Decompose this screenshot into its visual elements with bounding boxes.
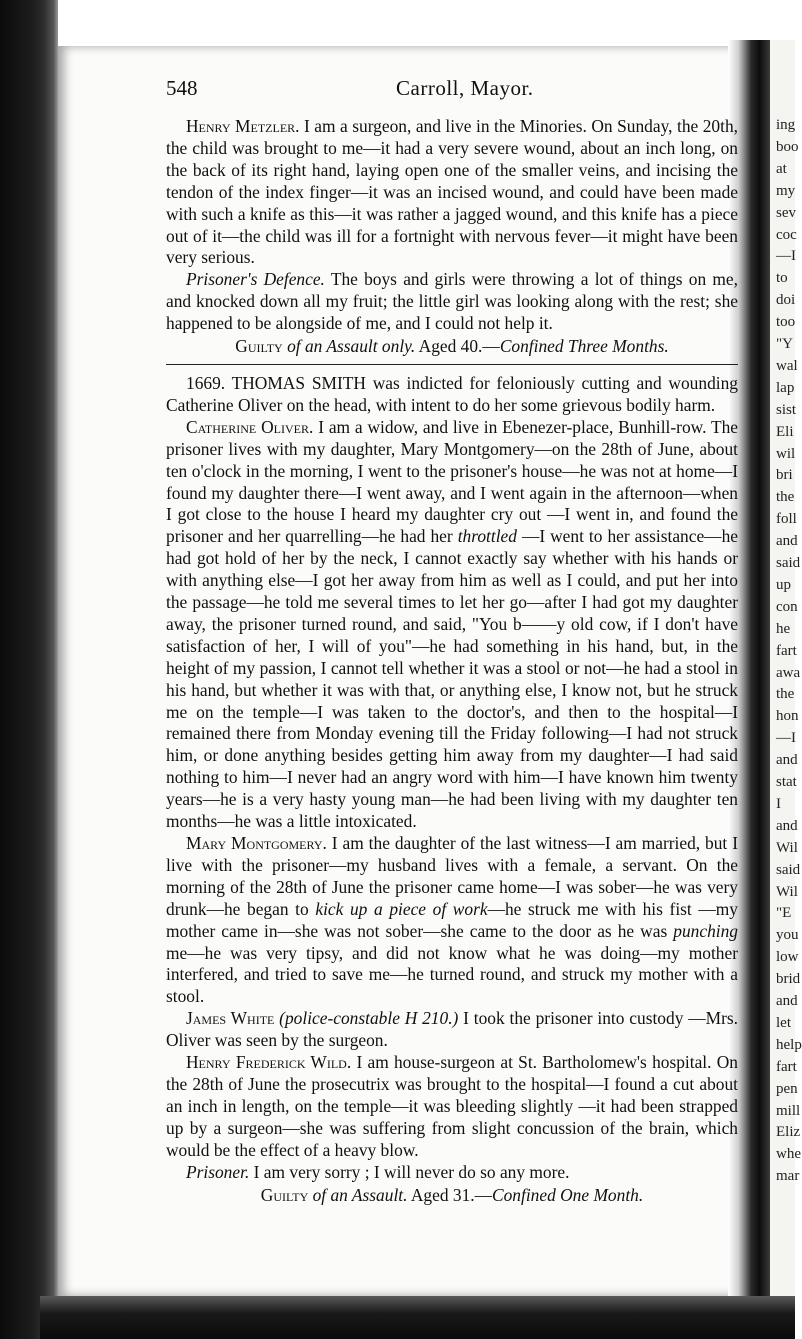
adjacent-page-fragment: mar — [776, 1168, 800, 1185]
adjacent-page-fragment: sist — [776, 401, 797, 418]
adjacent-page-fragment: wal — [776, 357, 798, 374]
running-head: Carroll, Mayor. — [396, 76, 534, 100]
defence-text: The boys and girls were throwing a lot of things on me, and knocked down all my fruit; the little girl was looking along with the rest; she happened to be alongside of me, and I could not help it. — [166, 269, 738, 334]
adjacent-page-fragment: fart — [776, 1058, 797, 1075]
book-spine-left — [0, 0, 58, 1339]
testimony-text: —he struck me with his fist —my mother came in—she was not sober—she came to the door as he was — [166, 898, 738, 941]
witness-title: (police-constable H 210.) — [274, 1008, 459, 1029]
adjacent-page-fragment: I — [776, 795, 781, 812]
adjacent-page-fragment: whe — [776, 1146, 801, 1163]
adjacent-page-fragment: the — [776, 489, 795, 506]
adjacent-page-fragment: help — [776, 1036, 802, 1053]
adjacent-page-fragment: wil — [776, 445, 796, 462]
testimony-text: I am the daughter of the last witness—I am married, but I live with the prisoner—my husband lives with a female, a servant. On the morning of the 28th of June the prisoner came home—I was sober—he was very drunk—he began to — [166, 833, 738, 919]
testimony-text: I am a widow, and live in Ebenezer-place, Bunhill-row. The prisoner lives with my daughter, Mary Montgomery—on the 28th of June, about ten o'clock in the morning, I went to the prisoner's house—he was not at home—I found my daughter there—I went away, and I went again in the afternoon—when I got close to the house I heard my daughter cry out —I went in, and found the prisoner and her quarrelling—he had her — [166, 416, 738, 547]
testimony-oliver — [166, 417, 738, 833]
case-intro: 1669. THOMAS SMITH was indicted for feloniously cutting and wounding Catherine Oliver on the head, with intent to do her some grievous bodily harm. — [166, 372, 738, 415]
adjacent-page-fragment: stat — [776, 774, 797, 790]
testimony-text: I am house-surgeon at St. Bartholomew's hospital. On the 28th of June the prosecutrix was brought to the hospital—I found a cut about an inch in length, on the temple—it was bleeding slightly —it had been strapped up by a surgeon—she was suffering from slight concussion of the brain, which would be the effect of a heavy blow. — [166, 1052, 738, 1160]
adjacent-page-fragment: and — [776, 533, 798, 550]
verdict-guilty: Guilty — [235, 336, 283, 357]
testimony-italic: punching — [673, 920, 738, 941]
verdict-sentence: Confined Three Months. — [499, 336, 669, 357]
witness-name: Henry Frederick Wild. — [186, 1052, 352, 1073]
adjacent-page-fragment: he — [776, 620, 791, 637]
verdict-case-2 — [166, 1185, 738, 1207]
adjacent-page-fragment: —I — [776, 248, 796, 265]
adjacent-page-fragment: Wil — [776, 839, 798, 856]
testimony-text: I am a surgeon, and live in the Minories. On Sunday, the 20th, the child was brought to me—it had a very severe wound, about an inch long, on the back of its right hand, laying open one of the smaller veins, and incising the tendon of the index finger—it was an incised wound, and could have been made with such a knife as this—it was rather a jagged wound, and this knife has a piece out of it—the child was ill for a fortnight with nervous fever—it might have been very serious. — [166, 116, 738, 268]
adjacent-page-fragment: con — [776, 598, 798, 615]
adjacent-page-fragment: fart — [776, 642, 797, 659]
adjacent-page-fragment: to — [776, 270, 788, 287]
page-bottom-shadow — [40, 1296, 795, 1339]
prisoner-statement — [166, 1162, 738, 1184]
adjacent-page-fragment: my — [776, 182, 796, 199]
prisoner-text: I am very sorry ; I will never do so any more. — [249, 1161, 570, 1182]
adjacent-page-fragment: "E — [776, 905, 792, 922]
witness-name: Henry Metzler. — [186, 116, 300, 136]
witness-name: Catherine Oliver. — [186, 416, 314, 437]
adjacent-page-fragment: lap — [776, 379, 795, 396]
verdict-sentence: Confined One Month. — [492, 1184, 644, 1205]
testimony-italic: kick up a piece of work — [315, 898, 488, 919]
adjacent-page-fragment: at — [776, 160, 787, 177]
testimony-text: —I went to her assistance—he had got hold of her by the neck, I cannot exactly say whether with his hands or with anything else—I got her away from him as well as I could, and put her into the passage—he told me several times to let her go—after I had got my daughter away, the prisoner turned round, and said, "You b——y old cow, if I don't have satisfaction of her, I will of you"—he had something in his hand, but, in the height of my passion, I cannot tell whether it was a stool or not—he had a stool in his hand, but whether it was with that, or anything else, I know not, but he struck me on the temple—I was taken to the doctor's, and then to the hospital—I remained there from Monday evening till the Friday following—I had not struck him, or done anything besides getting him away from my daughter—I had said nothing to him—I never had an angry word with him—I have known him twenty years—he is a very hasty young man—he had been living with my daughter ten months—he was a little intoxicated. — [166, 526, 738, 832]
adjacent-page-fragment: mill — [776, 1102, 801, 1119]
adjacent-page-fragment: coc — [776, 226, 797, 243]
testimony-text: me—he was very tipsy, and did not know what he was doing—my mother interfered, and tried to save me—he turned round, and struck my mother with a stool. — [166, 942, 738, 1007]
testimony-wild — [166, 1052, 738, 1162]
case-divider — [166, 364, 738, 365]
verdict-age: Aged 40.— — [415, 336, 500, 357]
adjacent-page-fragment: up — [776, 576, 791, 593]
adjacent-page-fragment: sev — [776, 204, 796, 221]
verdict-age: Aged 31.— — [407, 1184, 493, 1205]
adjacent-page — [770, 40, 802, 1339]
verdict-case-1 — [166, 336, 738, 358]
adjacent-page-fragment: and — [776, 752, 798, 769]
adjacent-page-fragment: boo — [776, 138, 799, 155]
prisoner-defence — [166, 269, 738, 335]
page-header — [166, 76, 718, 102]
testimony-italic: throttled — [457, 526, 517, 547]
adjacent-page-fragment: Eli — [776, 423, 794, 440]
adjacent-page-fragment: you — [776, 927, 799, 944]
verdict-charge: of an Assault only. — [282, 336, 416, 357]
adjacent-page-fragment: "Y — [776, 336, 793, 352]
adjacent-page-fragment: awa — [776, 664, 801, 681]
testimony-white — [166, 1008, 738, 1052]
witness-name: James White — [186, 1008, 275, 1029]
adjacent-page-fragment: let — [776, 1014, 791, 1031]
verdict-guilty: Guilty — [260, 1184, 309, 1205]
adjacent-page-fragment: and — [776, 817, 798, 834]
adjacent-page-fragment: brid — [776, 971, 801, 988]
adjacent-page-fragment: —I — [776, 730, 796, 747]
adjacent-page-fragment: Wil — [776, 883, 798, 900]
adjacent-page-fragment: foll — [776, 511, 797, 528]
witness-name: Mary Montgomery. — [186, 833, 327, 853]
adjacent-page-fragment: too — [776, 314, 796, 331]
testimony-montgomery — [166, 833, 738, 1008]
adjacent-page-fragment: said — [776, 555, 801, 571]
testimony-text: I took the prisoner into custody —Mrs. Oliver was seen by the surgeon. — [166, 1008, 738, 1051]
adjacent-page-fragment: bri — [776, 467, 793, 484]
verdict-charge: of an Assault. — [308, 1184, 408, 1205]
adjacent-page-fragment: pen — [776, 1080, 798, 1097]
page-body — [166, 116, 738, 1206]
adjacent-page-fragment: said — [776, 861, 801, 878]
adjacent-page-fragment: ing — [776, 117, 796, 133]
adjacent-page-fragment: low — [776, 949, 799, 966]
adjacent-page-fragment: Eliz — [776, 1124, 801, 1141]
adjacent-page-fragment: hon — [776, 708, 799, 725]
prisoner-label: Prisoner. — [186, 1161, 250, 1182]
adjacent-page-fragment: doi — [776, 292, 796, 309]
defence-label: Prisoner's Defence. — [186, 269, 325, 290]
adjacent-page-fragment: and — [776, 993, 798, 1009]
testimony-metzler — [166, 116, 738, 269]
adjacent-page-fragment: the — [776, 686, 795, 703]
page-number: 548 — [166, 76, 198, 100]
